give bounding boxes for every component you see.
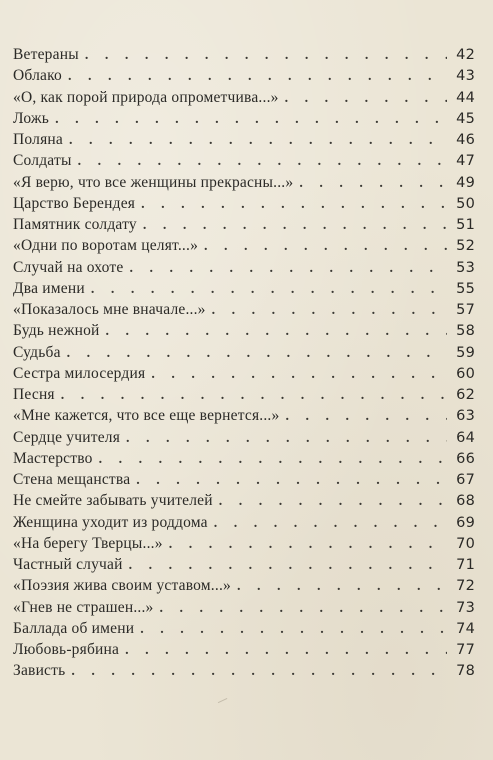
toc-entry-page-number: 78: [456, 663, 475, 680]
toc-entry: [13, 235, 475, 256]
toc-entry-title: Зависть: [13, 662, 66, 680]
toc-entry-title: Не смейте забывать учителей: [13, 492, 213, 510]
dot-leader: [78, 151, 447, 172]
toc-entry-title: Стена мещанства: [13, 471, 131, 488]
toc-entry: [13, 278, 475, 299]
dot-leader: [55, 109, 447, 130]
dot-leader: [204, 236, 447, 257]
toc-entry: [13, 257, 475, 278]
toc-entry-title: «Я верю, что все женщины прекрасны...»: [13, 173, 294, 191]
toc-entry: [13, 660, 475, 681]
toc-entry: [13, 129, 475, 150]
toc-entry-page-number: 55: [456, 280, 475, 297]
dot-leader: [129, 258, 447, 279]
toc-entry-title: Сердце учителя: [13, 428, 121, 446]
toc-entry-page-number: 72: [456, 578, 475, 595]
dot-leader: [143, 215, 447, 236]
dot-leader: [129, 555, 447, 576]
table-of-contents: [13, 44, 475, 682]
toc-entry: [13, 384, 475, 405]
toc-entry-page-number: 71: [456, 557, 475, 573]
toc-entry-title: «Мне кажется, что все еще вернется...»: [13, 407, 280, 425]
toc-entry-page-number: 60: [456, 365, 475, 382]
toc-entry-page-number: 44: [456, 89, 475, 106]
toc-entry-title: Судьба: [13, 343, 61, 361]
toc-entry-title: «Поэзия жива своим уставом...»: [13, 577, 231, 595]
dot-leader: [169, 534, 447, 555]
toc-entry-title: «Показалось мне вначале...»: [13, 301, 206, 318]
dot-leader: [85, 45, 447, 66]
toc-entry: [13, 87, 475, 108]
toc-entry-title: Поляна: [13, 131, 63, 148]
toc-entry: [13, 469, 475, 490]
toc-entry-page-number: 43: [456, 68, 475, 85]
dot-leader: [91, 279, 447, 300]
dot-leader: [67, 343, 447, 364]
toc-entry-title: Баллада об имени: [13, 619, 135, 637]
toc-entry: [13, 193, 475, 214]
toc-entry-page-number: 53: [456, 259, 475, 276]
dot-leader: [125, 640, 447, 661]
dot-leader: [99, 449, 447, 470]
toc-entry-title: Два имени: [13, 279, 85, 297]
toc-entry-page-number: 73: [456, 599, 475, 616]
toc-entry-title: Ложь: [13, 109, 50, 127]
toc-entry-page-number: 46: [456, 132, 475, 148]
toc-entry: [13, 639, 475, 660]
toc-entry: [13, 65, 475, 86]
toc-entry: [13, 363, 475, 384]
dot-leader: [237, 576, 447, 597]
toc-entry: [13, 299, 475, 320]
toc-entry: [13, 427, 475, 448]
toc-entry-title: «Гнев не страшен...»: [13, 598, 154, 616]
dot-leader: [136, 470, 447, 491]
toc-entry: [13, 597, 475, 618]
toc-entry-page-number: 62: [456, 387, 475, 403]
dot-leader: [151, 364, 447, 385]
toc-entry-title: «Одни по воротам целят...»: [13, 237, 199, 255]
toc-entry: [13, 172, 475, 193]
toc-entry-page-number: 50: [456, 195, 475, 212]
dot-leader: [219, 491, 447, 512]
toc-entry-page-number: 67: [456, 472, 475, 488]
toc-entry: [13, 342, 475, 363]
toc-entry: [13, 448, 475, 469]
dot-leader: [71, 661, 447, 682]
toc-entry-page-number: 74: [456, 620, 475, 637]
toc-entry: [13, 405, 475, 426]
dot-leader: [106, 321, 447, 342]
dot-leader: [214, 513, 447, 534]
toc-entry: [13, 554, 475, 575]
toc-entry: [13, 214, 475, 235]
dot-leader: [61, 385, 447, 406]
toc-entry-title: Случай на охоте: [13, 258, 124, 276]
dot-leader: [160, 598, 448, 619]
toc-entry-title: Будь нежной: [13, 322, 100, 340]
toc-entry: [13, 108, 475, 129]
toc-entry-title: Любовь-рябина: [13, 641, 120, 658]
toc-entry-page-number: 66: [456, 450, 475, 467]
toc-entry-page-number: 68: [456, 493, 475, 510]
toc-entry-page-number: 63: [456, 408, 475, 425]
toc-entry: [13, 150, 475, 171]
toc-entry-page-number: 57: [456, 302, 475, 318]
toc-entry-page-number: 59: [456, 344, 475, 361]
dot-leader: [141, 194, 447, 215]
toc-entry-title: Облако: [13, 67, 63, 85]
toc-entry-page-number: 70: [456, 535, 475, 552]
toc-entry: [13, 490, 475, 511]
toc-entry-title: Сестра милосердия: [13, 364, 146, 382]
dot-leader: [68, 66, 447, 87]
toc-entry-page-number: 64: [456, 429, 475, 446]
toc-entry-page-number: 77: [456, 642, 475, 658]
toc-entry: [13, 533, 475, 554]
dot-leader: [140, 619, 447, 640]
toc-entry-page-number: 45: [456, 110, 475, 127]
toc-entry-page-number: 47: [456, 153, 475, 170]
toc-entry-title: Песня: [13, 386, 55, 403]
toc-entry: [13, 512, 475, 533]
toc-entry-page-number: 69: [456, 514, 475, 531]
toc-entry-title: Женщина уходит из роддома: [13, 513, 208, 531]
toc-entry-title: Ветераны: [13, 46, 79, 63]
toc-entry-page-number: 51: [456, 217, 475, 233]
toc-entry-title: Царство Берендея: [13, 194, 136, 212]
toc-entry: [13, 44, 475, 65]
dot-leader: [285, 88, 447, 109]
dot-leader: [212, 300, 447, 321]
dot-leader: [285, 406, 447, 427]
toc-entry-title: «О, как порой природа опрометчива...»: [13, 88, 279, 106]
toc-entry: [13, 320, 475, 341]
toc-entry-title: «На берегу Тверцы...»: [13, 534, 163, 552]
toc-entry-title: Мастерство: [13, 449, 93, 467]
dot-leader: [299, 173, 447, 194]
toc-entry: [13, 575, 475, 596]
dot-leader: [126, 428, 447, 449]
toc-entry-title: Памятник солдату: [13, 216, 137, 233]
toc-entry-page-number: 49: [456, 174, 475, 191]
dot-leader: [69, 130, 447, 151]
toc-entry-page-number: 58: [456, 323, 475, 340]
toc-entry-title: Частный случай: [13, 556, 123, 573]
toc-entry: [13, 618, 475, 639]
toc-entry-title: Солдаты: [13, 152, 72, 170]
toc-entry-page-number: 52: [456, 238, 475, 255]
toc-entry-page-number: 42: [456, 47, 475, 63]
paper-mark: [218, 698, 228, 705]
